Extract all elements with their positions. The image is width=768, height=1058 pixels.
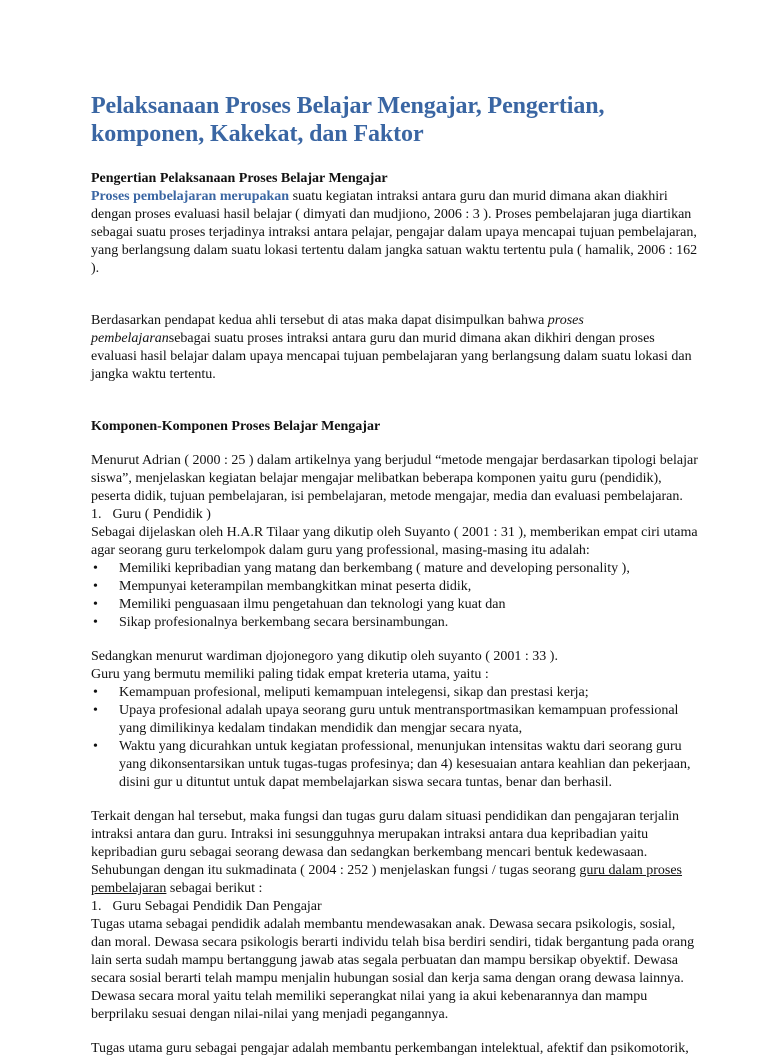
paragraph-tilaar: Sebagai dijelaskan oleh H.A.R Tilaar yang dikutip oleh Suyanto ( 2001 : 31 ), memberikan empat ciri utama agar seorang guru terkelompok dalam guru yang professional, masing-masing itu adalah: — [91, 525, 698, 558]
paragraph-conclusion: Berdasarkan pendapat kedua ahli tersebut di atas maka dapat disimpulkan bahwa proses pembelajaransebagai suatu proses intraksi antara guru dan murid dimana akan dikhiri dengan proses evaluasi hasil belajar dalam upaya mencapai tujuan pembelajaran yang berlangsung dalam suatu lokasi dan jangka waktu tertentu. — [91, 313, 692, 382]
link-guru-dalam-proses-pembelajaran[interactable]: guru dalam proses pembelajaran — [91, 863, 683, 896]
paragraph-definition — [91, 188, 698, 278]
bullet-list-kreteria — [91, 684, 698, 792]
paragraph-wardiman: Sedangkan menurut wardiman djojonegoro yang dikutip oleh suyanto ( 2001 : 33 ). — [91, 649, 558, 664]
paragraph-adrian: Menurut Adrian ( 2000 : 25 ) dalam artikelnya yang berjudul “metode mengajar berdasarkan tipologi belajar siswa”, menjelaskan kegiatan belajar mengajar melibatkan beberapa komponen yaitu guru (pendidik), peserta didik, tujuan pembelajaran, isi pembelajaran, metode mengajar, media dan evaluasi pembelajaran. — [91, 453, 698, 504]
list-item: • Kemampuan profesional, meliputi kemampuan intelegensi, sikap dan prestasi kerja; — [91, 684, 698, 702]
section-heading-pengertian: Pengertian Pelaksanaan Proses Belajar Mengajar — [91, 171, 388, 186]
paragraph-tugas-pengajar: Tugas utama guru sebagai pengajar adalah membantu perkembangan intelektual, afektif dan psikomotorik, — [91, 1041, 689, 1056]
highlight-term: Proses pembelajaran merupakan — [91, 189, 290, 204]
paragraph-tugas-pendidik: Tugas utama sebagai pendidik adalah membantu mendewasakan anak. Dewasa secara psikologis, sosial, dan moral. Dewasa secara psikologis berarti individu telah bisa berdiri sendiri, tidak bergantung pada orang lain serta sudah mampu bertanggung jawab atas segala perbuatan dan mampu bersikap obyektif. Dewasa secara sosial berarti telah mampu menjalin hubungan sosial dan kerja sama dengan orang dewasa lainnya. Dewasa secara moral yaitu telah memiliki seperangkat nilai yang ia akui kebenarannya dan mampu berprilaku sesuai dengan nilai-nilai yang menjadi pegangannya. — [91, 917, 695, 1022]
list-item: • Memiliki penguasaan ilmu pengetahuan dan teknologi yang kuat dan — [91, 596, 698, 614]
list-item: • Waktu yang dicurahkan untuk kegiatan professional, menunjukan intensitas waktu dari seorang guru yang dikonsentarsikan untuk tugas-tugas profesinya; dan 4) kesesuaian antara keahlian dan pekerjaan, disini gur u dituntut untuk dapat membelajarkan siswa secara tuntas, benar dan berhasil. — [91, 738, 698, 792]
paragraph-fungsi-guru: Terkait dengan hal tersebut, maka fungsi dan tugas guru dalam situasi pendidikan dan pengajaran terjalin intraksi antara dan guru. Intraksi ini sesungguhnya merupakan intraksi antara dua kepribadian yaitu kepribadian guru sebagai seorang dewasa dan sedangkan berkembang mencari bentuk kedewasaan. Sehubungan dengan itu sukmadinata ( 2004 : 252 ) menjelaskan fungsi / tugas seorang guru dalam proses pembelajaran sebagai berikut : — [91, 809, 683, 896]
paragraph-kreteria: Guru yang bermutu memiliki paling tidak empat kreteria utama, yaitu : — [91, 667, 489, 682]
section-heading-komponen: Komponen-Komponen Proses Belajar Mengajar — [91, 419, 381, 434]
list-item: • Memiliki kepribadian yang matang dan berkembang ( mature and developing personality ), — [91, 560, 698, 578]
page-title: Pelaksanaan Proses Belajar Mengajar, Pengertian, komponen, Kakekat, dan Faktor — [91, 93, 605, 147]
numbered-item-guru: 1. Guru ( Pendidik ) — [91, 507, 211, 522]
list-item: • Mempunyai keterampilan membangkitkan minat peserta didik, — [91, 578, 698, 596]
paragraph-text: suatu kegiatan intraksi antara guru dan murid dimana akan diakhiri dengan proses evaluasi hasil belajar ( dimyati dan mudjiono, 2006 : 3 ). Proses pembelajaran juga diartikan sebagai suatu proses terjadinya intraksi antara pelajar, pengajar dalam upaya mencapai tujuan pembelajaran, yang berlangsung dalam suatu lokasi tertentu dalam jangka satuan waktu tertentu pula ( hamalik, 2006 : 162 ). — [91, 189, 698, 276]
italic-term: proses pembelajaran — [91, 313, 584, 346]
numbered-item-pendidik-pengajar: 1. Guru Sebagai Pendidik Dan Pengajar — [91, 899, 322, 914]
bullet-list-ciri-utama — [91, 560, 698, 632]
list-item: • Upaya profesional adalah upaya seorang guru untuk mentransportmasikan kemampuan professional yang dimilikinya kedalam tindakan mendidik dan mengjar secara nyata, — [91, 702, 698, 738]
list-item: • Sikap profesionalnya berkembang secara bersinambungan. — [91, 614, 698, 632]
